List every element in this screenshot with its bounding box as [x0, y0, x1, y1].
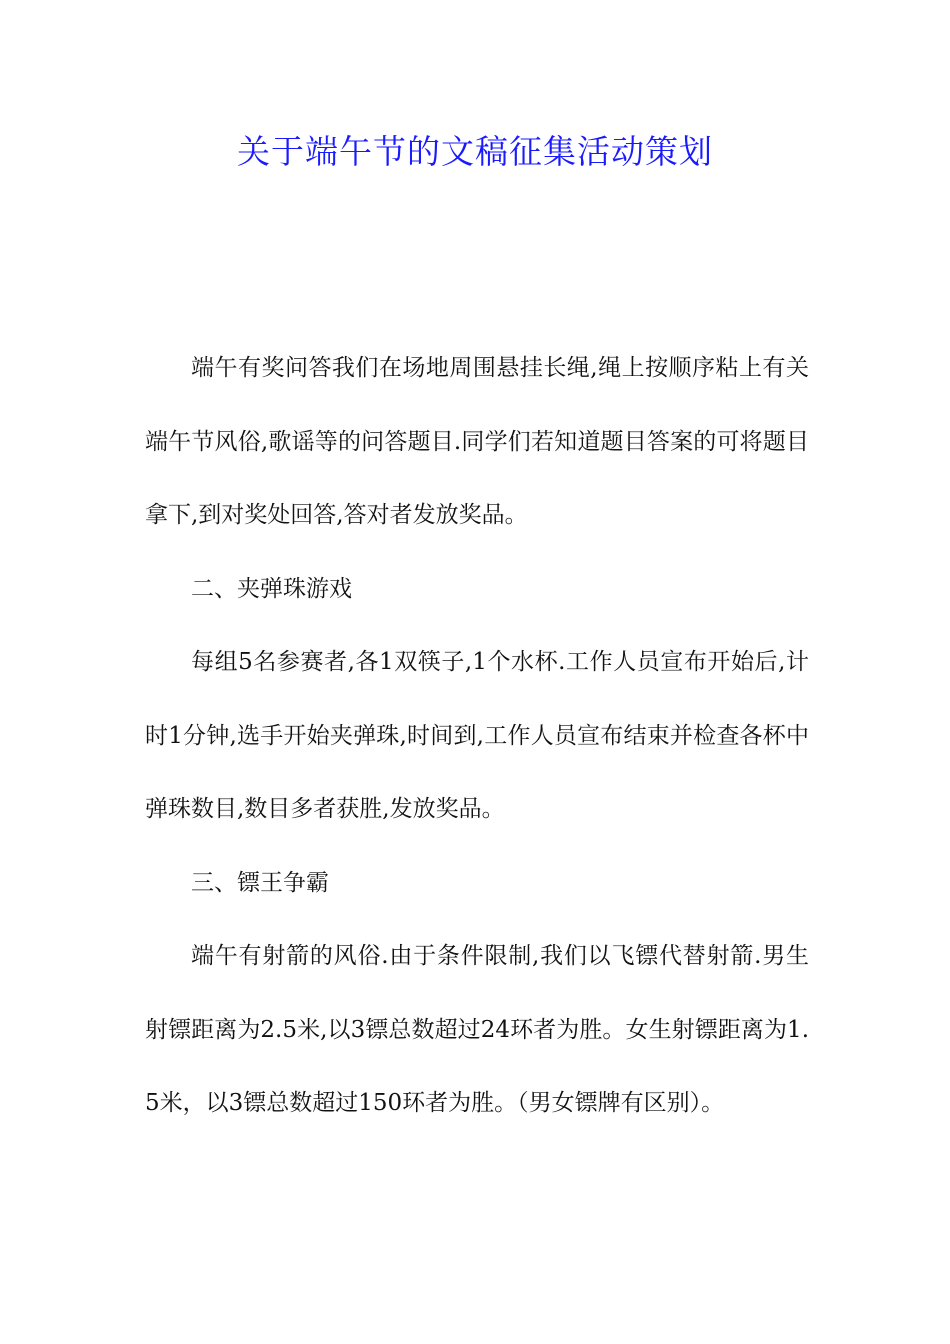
- paragraph-marbles: 每组5名参赛者,各1双筷子,1个水杯.工作人员宣布开始后,计时1分钟,选手开始夹弹珠,时间到,工作人员宣布结束并检查各杯中弹珠数目,数目多者获胜,发放奖品。: [145, 649, 809, 822]
- document-body: [145, 332, 809, 1141]
- section-heading-darts: 三、镖王争霸: [191, 869, 329, 896]
- document-title: 关于端午节的文稿征集活动策划: [237, 132, 713, 171]
- section-heading-marbles: 二、夹弹珠游戏: [191, 575, 352, 602]
- paragraph-darts: 端午有射箭的风俗.由于条件限制,我们以飞镖代替射箭.男生射镖距离为2.5米,以3镖总数超过24环者为胜。女生射镖距离为1.5米，以3镖总数超过150环者为胜。（男女镖牌有区别）。: [145, 943, 809, 1116]
- paragraph-quiz: 端午有奖问答我们在场地周围悬挂长绳,绳上按顺序粘上有关端午节风俗,歌谣等的问答题目.同学们若知道题目答案的可将题目拿下,到对奖处回答,答对者发放奖品。: [145, 355, 809, 528]
